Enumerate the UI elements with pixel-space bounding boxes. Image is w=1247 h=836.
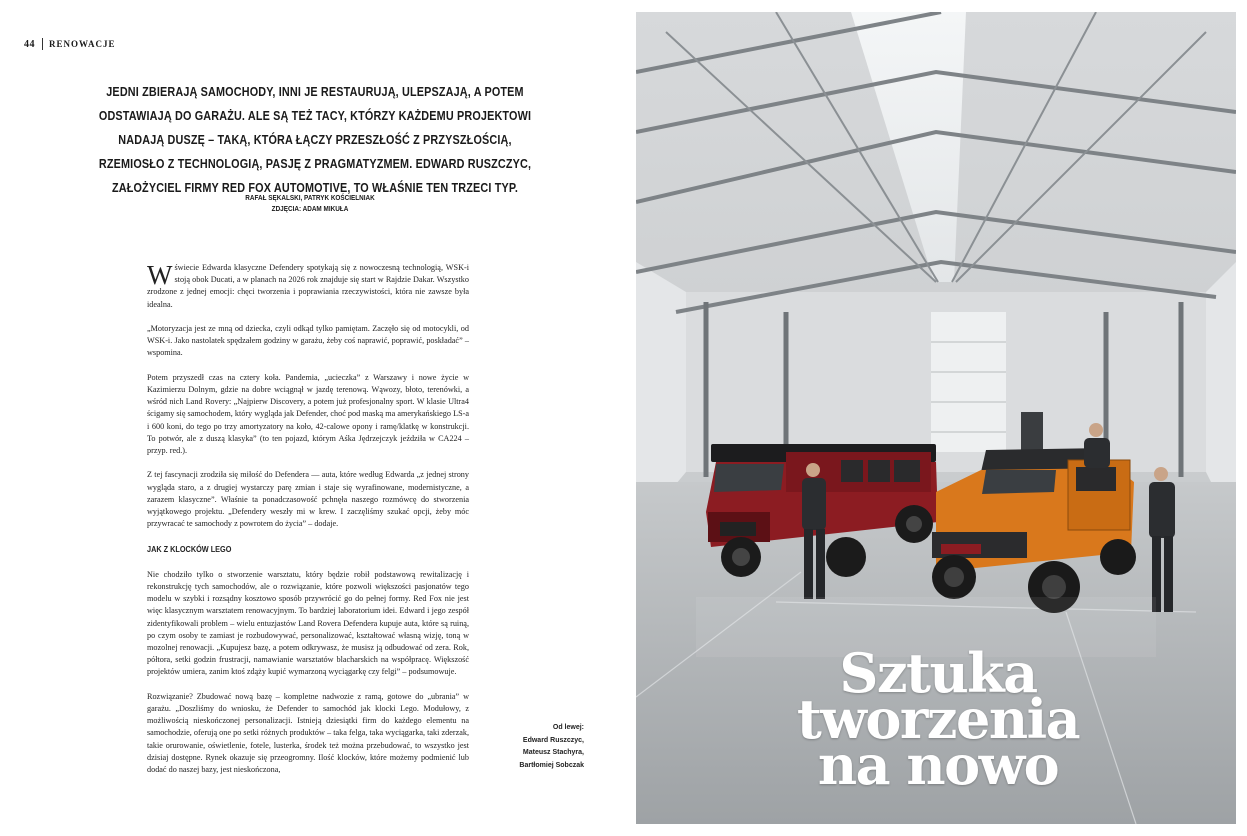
credits — [174, 192, 446, 214]
body-paragraph: Nie chodziło tylko o stworzenie warsztatu, który będzie robił podstawową rewitalizację i rekonstrukcję tych samochodów, ale o rozwiązanie, które pozwoli większości pasjonatów tego modelu w szybki i rozsądny kosztowo sposób przywrócić go do pełnej formy. Red Fox nie jest więc klasycznym warsztatem renowacyjnym. To bardziej laboratorium idei. Edward i jego zespół zidentyfikowali problem – wielu entuzjastów Land Rovera Defendera kupuje auta, które są ruiną, po czym osoby te zamiast je rozbudowywać, personalizować, kształtować własną wizję, toną w mozolnej renowacji. „Kupujesz bazę, a potem odkrywasz, że musisz ją odbudować od zera. Rok, półtora, setki godzin frustracji, namawianie warsztatów blacharskich na współpracę. Większość projektów umiera, zanim ktoś zdąży kupić wymarzoną wyciągarkę czy felgi” – podsumowuje. — [147, 569, 469, 677]
caption-name: Edward Ruszczyc, — [522, 736, 584, 744]
article-body — [147, 262, 469, 788]
authors: RAFAŁ SĘKALSKI, PATRYK KOŚCIELNIAK — [245, 193, 375, 202]
body-paragraph: Potem przyszedł czas na cztery koła. Pandemia, „ucieczka” z Warszawy i nowe życie w Kazimierzu Dolnym, gdzie na dobre wciągnął w jazdę terenową. Wąwozy, błoto, terenówki, a wśród nich Land Rovery: „Najpierw Discovery, a potem już profesjonalny sport. W klasie Ultra4 ścigamy się samochodem, który wygląda jak Defender, choć pod maską ma amerykańskiego LS-a i 600 koni, do tego po trzy amortyzatory na koło, 42-calowe opony i ramę/klatkę w konstrukcji. To potwór, ale z duszą klasyka” (to ten pojazd, którym Aśka Jędrzejczyk jeździła w CA224 – przyp. red.). — [147, 372, 469, 456]
folio — [24, 38, 116, 50]
title-line: tworzenia — [796, 687, 1080, 751]
body-paragraph: „Motoryzacja jest ze mną od dziecka, czyli odkąd tylko pamiętam. Zaczęło się od motocykli, od WSK-i. Jako nastolatek spędzałem godziny w garażu, żeby coś naprawić, poprawić, poskładać” – wspomina. — [147, 324, 469, 358]
section-label: RENOWACJE — [49, 39, 116, 49]
body-paragraph: Rozwiązanie? Zbudować nową bazę – kompletne nadwozie z ramą, gotowe do „ubrania” w garażu. „Doszliśmy do wniosku, że Defender to samochód jak klocki Lego. Modułowy, z możliwością nieskończonej personalizacji. Istnieją dziesiątki firm do każdego elementu na samochodzie, oferują one po setki różnych produktów – taka felga, taka wyciągarka, taki zderzak, takie orurowanie, oświetlenie, fotele, lusterka, środek też można przebudować, to wszystko jest dzisiaj dostępne. Rynek okazuje się przeogromny. Ilość klocków, które możemy podmienić lub dodać do naszej bazy, jest nieskończona, — [147, 691, 469, 775]
body-paragraph: Wświecie Edwarda klasyczne Defendery spotykają się z nowoczesną technologią, WSK-i stoją obok Ducati, a w planach na 2026 rok znajduje się start w Rajdzie Dakar. Wszystko zrodzone z jednej emocji: chęci tworzenia i poprawiania rzeczywistości, która nie zawsze była idealna. — [147, 260, 469, 309]
body-paragraph: Z tej fascynacji zrodziła się miłość do Defendera — auta, które według Edwarda „z jednej strony wygląda staro, a z drugiej wystarczy parę zmian i staje się wyrafinowane, modernistyczne, a zarazem klasyczne”. Właśnie ta ponadczasowość pchnęła naszego rozmówcę do stworzenia wyjątkowego projektu. „Defendery weszły mi w krew. I zaczęliśmy szukać opcji, żeby móc przywracać te samochody z powrotem do życia” – dodaje. — [147, 470, 469, 529]
photo-caption — [494, 722, 584, 772]
title-line: Sztuka — [839, 641, 1037, 705]
caption-name: Mateusz Stachyra, — [522, 749, 584, 756]
title-line: na nowo — [817, 733, 1059, 797]
right-page — [625, 0, 1247, 836]
caption-name: Bartłomiej Sobczak — [519, 761, 584, 769]
caption-intro: Od lewej: — [552, 724, 584, 731]
page-number: 44 — [24, 38, 35, 50]
lead-paragraph: JEDNI ZBIERAJĄ SAMOCHODY, INNI JE RESTAURUJĄ, ULEPSZAJĄ, A POTEM ODSTAWIAJĄ DO GARAŻU. ALE SĄ TEŻ TACY, KTÓRZY KAŻDEMU PROJEKTOWI NADAJĄ DUSZĘ – TAKĄ, KTÓRA ŁĄCZY PRZESZŁOŚĆ Z PRZYSZŁOŚCIĄ, RZEMIOSŁO Z TECHNOLOGIĄ, PASJĘ Z PRAGMATYZMEM. EDWARD RUSZCZYC, ZAŁOŻYCIEL FIRMY RED FOX AUTOMOTIVE, TO WŁAŚNIE TEN TRZECI TYP. — [98, 84, 532, 195]
subheading: JAK Z KLOCKÓW LEGO — [147, 543, 232, 554]
photo-credit: ZDJĘCIA: ADAM MIKUŁA — [271, 204, 349, 213]
folio-divider — [42, 38, 43, 50]
article-title — [773, 641, 1103, 797]
